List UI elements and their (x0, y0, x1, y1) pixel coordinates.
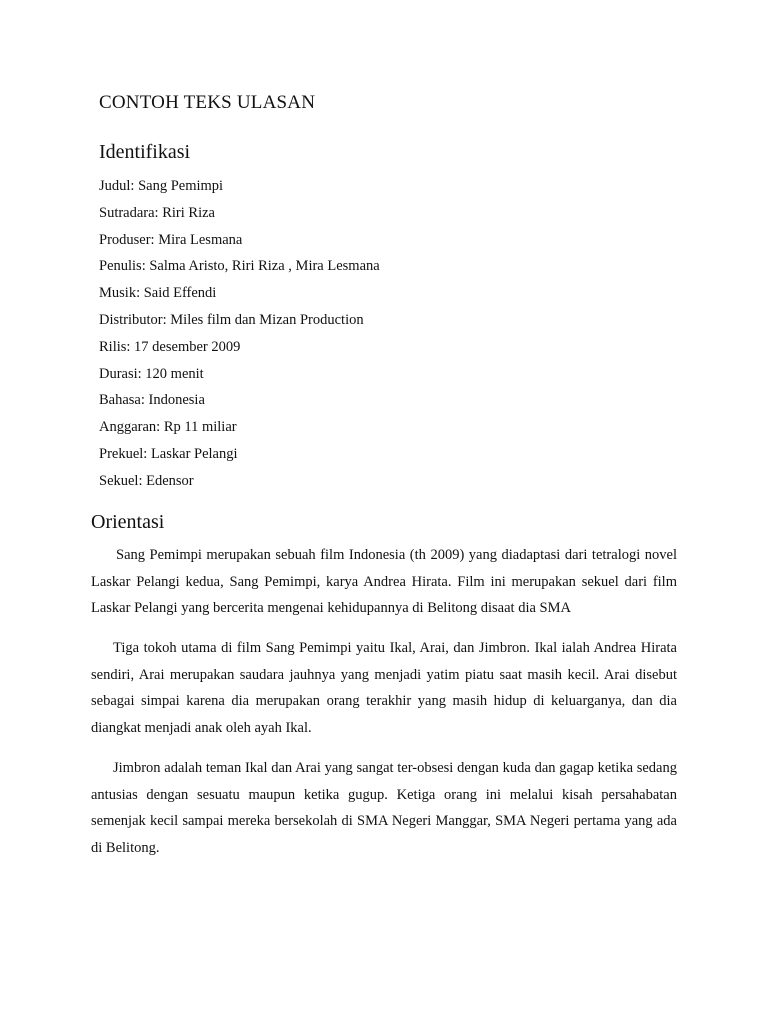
identification-item: Sutradara: Riri Riza (99, 204, 215, 221)
identification-item: Bahasa: Indonesia (99, 392, 205, 409)
identification-item: Penulis: Salma Aristo, Riri Riza , Mira Lesmana (99, 258, 380, 275)
orientation-paragraph-1: Sang Pemimpi merupakan sebuah film Indonesia (th 2009) yang diadaptasi dari tetralogi novel Laskar Pelangi kedua, Sang Pemimpi, karya Andrea Hirata. Film ini merupakan sekuel dari film Laskar Pelangi yang bercerita mengenai kehidupannya di Belitong disaat dia SMA (91, 547, 677, 616)
identification-item: Rilis: 17 desember 2009 (99, 338, 241, 355)
identification-heading: Identifikasi (99, 141, 191, 163)
identification-item: Judul: Sang Pemimpi (99, 178, 224, 194)
identification-item: Distributor: Miles film dan Mizan Production (99, 311, 364, 328)
identification-item: Durasi: 120 menit (99, 365, 204, 382)
identification-list (99, 176, 380, 498)
document-title: CONTOH TEKS ULASAN (99, 92, 316, 113)
identification-item: Sekuel: Edensor (99, 472, 194, 489)
identification-item: Musik: Said Effendi (99, 285, 217, 302)
identification-item: Anggaran: Rp 11 miliar (99, 419, 237, 436)
orientation-paragraph-3: Jimbron adalah teman Ikal dan Arai yang sangat ter-obsesi dengan kuda dan gagap ketika sedang antusias dengan sesuatu maupun ketika gugup. Ketiga orang ini melalui kisah persahabatan semenjak kecil sampai mereka bersekolah di SMA Negeri Manggar, SMA Negeri pertama yang ada di Belitong. (91, 760, 677, 856)
orientation-heading: Orientasi (91, 511, 165, 533)
orientation-paragraph-2: Tiga tokoh utama di film Sang Pemimpi yaitu Ikal, Arai, dan Jimbron. Ikal ialah Andrea Hirata sendiri, Arai merupakan saudara jauhnya yang menjadi yatim piatu saat masih kecil. Arai disebut sebagai simpai karena dia merupakan orang terakhir yang masih hidup di keluarganya, dan dia diangkat menjadi anak oleh ayah Ikal. (91, 640, 677, 736)
identification-item: Prekuel: Laskar Pelangi (99, 445, 238, 462)
identification-item: Produser: Mira Lesmana (99, 231, 243, 248)
